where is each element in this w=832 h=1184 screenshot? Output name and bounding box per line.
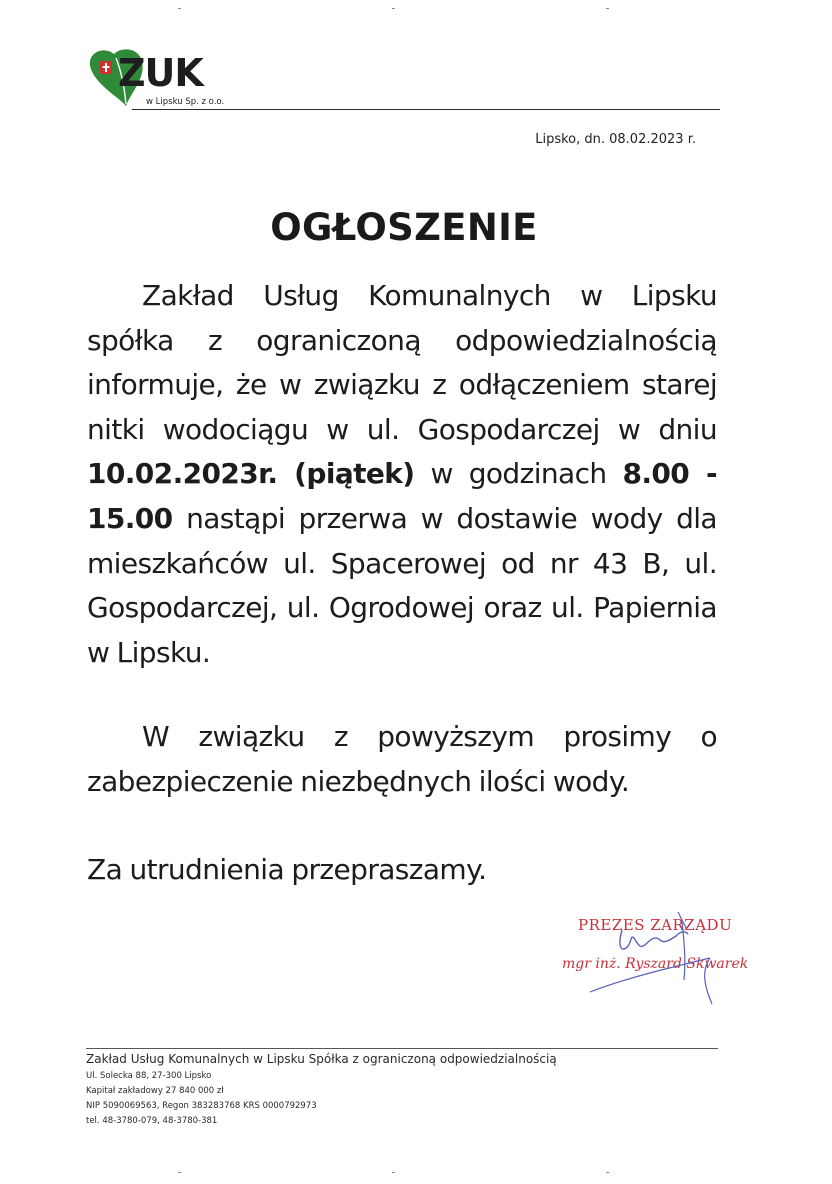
paragraph-text: Zakład Usług Komunalnych w Lipsku spółka z ograniczoną odpowiedzialnością informuje, że w związku z odłączeniem starej nitki wodociągu w ul. Gospodarczej w dniu bbox=[87, 279, 717, 446]
paragraph-text: W związku z powyższym prosimy o zabezpieczenie niezbędnych ilości wody. bbox=[87, 720, 717, 798]
footer-capital: Kapitał zakładowy 27 840 000 zł bbox=[86, 1086, 224, 1096]
footer-registry: NIP 5090069563, Regon 383283768 KRS 0000792973 bbox=[86, 1101, 317, 1111]
document-date: Lipsko, dn. 08.02.2023 r. bbox=[535, 132, 696, 147]
company-logo bbox=[86, 44, 246, 110]
apology-paragraph: Za utrudnienia przepraszamy. bbox=[87, 853, 487, 886]
handwritten-signature-icon bbox=[560, 900, 760, 1010]
scan-mark bbox=[606, 8, 609, 9]
scan-mark bbox=[392, 8, 395, 9]
logo-text: ZUK bbox=[118, 51, 203, 95]
footer-company-name: Zakład Usług Komunalnych w Lipsku Spółka z ograniczoną odpowiedzialnością bbox=[86, 1052, 557, 1066]
scan-mark bbox=[178, 1172, 181, 1173]
header-divider bbox=[132, 109, 720, 110]
logo-subtext: w Lipsku Sp. z o.o. bbox=[146, 97, 225, 107]
document-title: OGŁOSZENIE bbox=[270, 206, 538, 249]
signature-stamp bbox=[560, 900, 760, 1010]
scan-mark bbox=[178, 8, 181, 9]
document-footer bbox=[86, 1052, 726, 1129]
scan-mark bbox=[392, 1172, 395, 1173]
footer-address: Ul. Solecka 88, 27-300 Lipsko bbox=[86, 1071, 212, 1081]
stamp-name: mgr inż. Ryszard Skwarek bbox=[562, 956, 749, 972]
stamp-title: PREZES ZARZĄDU bbox=[578, 916, 733, 934]
footer-divider bbox=[86, 1048, 718, 1049]
request-paragraph bbox=[87, 715, 717, 804]
outage-date: 10.02.2023r. (piątek) bbox=[87, 457, 415, 491]
footer-phone: tel. 48-3780-079, 48-3780-381 bbox=[86, 1116, 218, 1126]
paragraph-text: w godzinach bbox=[430, 457, 607, 491]
scan-mark bbox=[606, 1172, 609, 1173]
announcement-paragraph bbox=[87, 274, 717, 675]
outage-hours: 8.00 - 15.00 bbox=[87, 457, 717, 535]
leaf-logo-icon bbox=[86, 44, 246, 110]
paragraph-text: nastąpi przerwa w dostawie wody dla mieszkańców ul. Spacerowej od nr 43 B, ul. Gospodarczej, ul. Ogrodowej oraz ul. Papiernia w Lipsku. bbox=[87, 501, 717, 669]
